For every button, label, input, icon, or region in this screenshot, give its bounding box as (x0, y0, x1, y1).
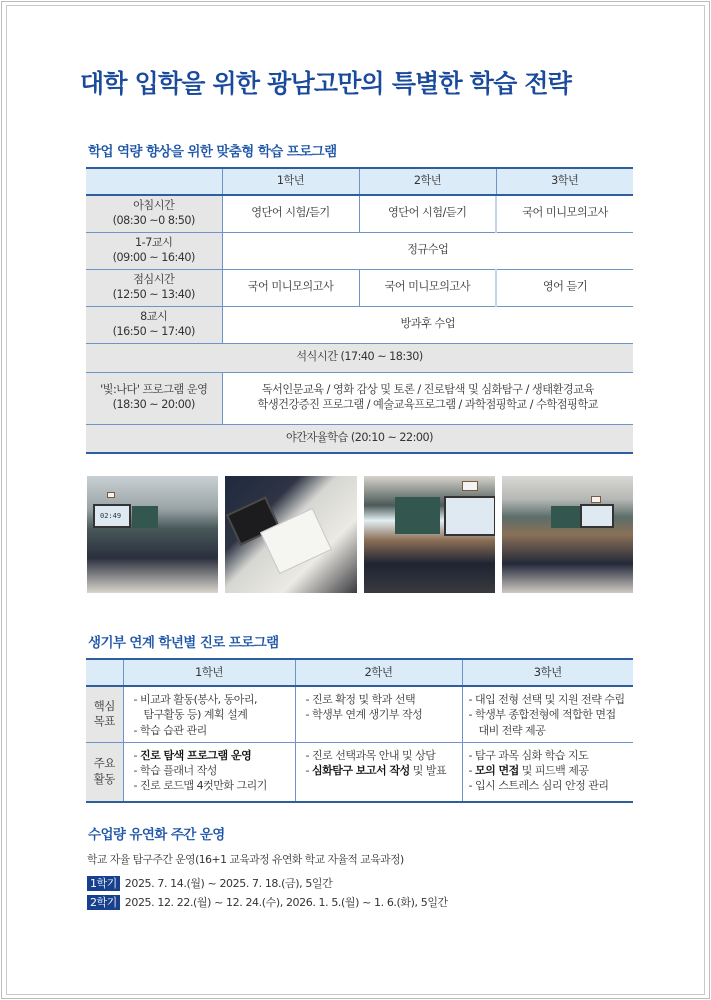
row-label (86, 232, 222, 269)
header-grade-1: 1학년 (123, 659, 295, 686)
cell-grade-1 (123, 686, 295, 742)
list-item: - 모의 면접 및 피드백 제공 (468, 763, 589, 777)
daily-schedule-table (86, 167, 633, 454)
list-item: - 심화탐구 보고서 작성 및 발표 (305, 763, 447, 777)
semester-row-2 (87, 894, 448, 910)
classroom-timer-photo (87, 476, 218, 593)
flexible-week-description: 학교 자율 탐구주간 운영(16+1 교육과정 유연화 학교 자율적 교육과정) (87, 853, 404, 866)
row-label-line-2: 활동 (93, 771, 115, 786)
row-label-title: 8교시 (140, 309, 168, 323)
list-item: - 비교과 활동(봉사, 동아리, (133, 693, 258, 706)
row-label-line-1: 핵심 (93, 698, 115, 713)
list-item: - 진로 선택과목 안내 및 상담 (305, 748, 436, 762)
flag (591, 496, 601, 503)
list-item-continuation: 탐구활동 등) 계획 설계 (143, 708, 248, 722)
table-row-night-study (86, 424, 633, 453)
table-header-row (86, 168, 633, 195)
career-program-table (86, 658, 633, 803)
row-label-time: (18:30 ~ 20:00) (112, 398, 195, 411)
semester-dates: 2025. 12. 22.(월) ~ 12. 24.(수), 2026. 1. 5.(월) ~ 1. 6.(화), 5일간 (124, 896, 448, 909)
list-item: - 학습 습관 관리 (133, 723, 207, 737)
list-item: - 학생부 종합전형에 적합한 면접 (468, 708, 616, 722)
header-grade-2: 2학년 (359, 168, 496, 195)
table-row-binada-program (86, 372, 633, 424)
header-empty (86, 659, 123, 686)
cell-grade-3: 국어 미니모의고사 (496, 195, 633, 232)
table-row-dinner (86, 343, 633, 372)
cell-grade-1: 국어 미니모의고사 (222, 269, 359, 306)
header-empty (86, 168, 222, 195)
row-label (86, 306, 222, 343)
table-row-main-activities (86, 742, 633, 802)
header-grade-1: 1학년 (222, 168, 359, 195)
flag (107, 492, 115, 498)
list-item: - 탐구 과목 심화 학습 지도 (468, 748, 589, 762)
section-title-flexible-week: 수업량 유연화 주간 운영 (88, 827, 225, 843)
semester-row-1 (87, 875, 332, 891)
cell-grade-3 (462, 686, 633, 742)
table-row-lunch (86, 269, 633, 306)
list-item: - 학습 플래너 작성 (133, 763, 217, 777)
cell-grade-2 (295, 742, 462, 802)
row-label-line-2: 목표 (93, 714, 115, 729)
header-grade-3: 3학년 (462, 659, 633, 686)
merged-cell: 방과후 수업 (222, 306, 633, 343)
cell-grade-3: 영어 듣기 (496, 269, 633, 306)
cell-grade-2: 영단어 시험/듣기 (359, 195, 496, 232)
full-width-cell: 야간자율학습 (20:10 ~ 22:00) (86, 424, 633, 453)
merged-cell (222, 372, 633, 424)
row-label-title: 점심시간 (133, 272, 175, 286)
list-item: - 진로 탐색 프로그램 운영 (133, 748, 252, 762)
row-label-time: (08:30 ~0 8:50) (112, 213, 195, 227)
chalkboard (132, 506, 158, 528)
row-label (86, 269, 222, 306)
row-label-time: (09:00 ~ 16:40) (112, 250, 195, 264)
semester-dates: 2025. 7. 14.(월) ~ 2025. 7. 18.(금), 5일간 (124, 877, 333, 890)
timer-text: 02:49 (100, 512, 122, 520)
cell-grade-2: 국어 미니모의고사 (359, 269, 496, 306)
cell-grade-1: 영단어 시험/듣기 (222, 195, 359, 232)
program-list-line-2: 학생건강증진 프로그램 / 예술교육프로그램 / 과학점핑학교 / 수학점핑학교 (257, 398, 598, 411)
program-list-line-1: 독서인문교육 / 영화 감상 및 토론 / 진로탐색 및 심화탐구 / 생태환경교육 (261, 383, 594, 397)
list-item: - 진로 로드맵 4컷만화 그리기 (133, 779, 267, 793)
highlighted-text: 진로 탐색 프로그램 운영 (139, 748, 252, 762)
merged-cell: 정규수업 (222, 232, 633, 269)
row-label-line-1: 주요 (93, 756, 115, 771)
table-row-core-goals (86, 686, 633, 742)
list-item: - 대입 전형 선택 및 지원 전략 수립 (468, 693, 625, 706)
header-grade-2: 2학년 (295, 659, 462, 686)
chalkboard (395, 497, 440, 534)
flag (462, 481, 478, 491)
photo-gallery (87, 476, 633, 593)
table-header-row (86, 659, 633, 686)
semester-badge: 1학기 (87, 876, 120, 891)
row-label-title: 아침시간 (133, 199, 175, 213)
list-item: - 입시 스트레스 심리 안정 관리 (468, 779, 609, 793)
table-row-morning (86, 195, 633, 232)
chalkboard (551, 506, 581, 528)
cell-grade-2 (295, 686, 462, 742)
classroom-rear-view-photo (502, 476, 633, 593)
smart-board (444, 496, 495, 536)
page-title: 대학 입학을 위한 광남고만의 특별한 학습 전략 (80, 69, 572, 98)
cell-grade-1 (123, 742, 295, 802)
row-label (86, 195, 222, 232)
header-grade-3: 3학년 (496, 168, 633, 195)
cell-grade-3 (462, 742, 633, 802)
section-title-career-program: 생기부 연계 학년별 진로 프로그램 (88, 635, 279, 651)
row-label-time: (12:50 ~ 13:40) (112, 287, 195, 301)
row-label (86, 372, 222, 424)
table-row-period-8 (86, 306, 633, 343)
row-label-title: '빛:나다' 프로그램 운영 (100, 383, 208, 397)
list-item: - 학생부 연계 생기부 작성 (305, 708, 423, 722)
row-label (86, 742, 123, 802)
student-writing-photo (225, 476, 356, 593)
row-label (86, 686, 123, 742)
highlighted-text: 심화탐구 보고서 작성 (311, 763, 410, 777)
section-title-academic-program: 학업 역량 향상을 위한 맞춤형 학습 프로그램 (88, 144, 337, 160)
tv-screen (580, 504, 614, 528)
semester-badge: 2학기 (87, 895, 120, 910)
row-label-title: 1-7교시 (135, 235, 173, 249)
full-width-cell: 석식시간 (17:40 ~ 18:30) (86, 343, 633, 372)
list-item-continuation: 대비 전략 제공 (478, 723, 546, 737)
highlighted-text: 모의 면접 (474, 763, 519, 777)
teacher-lecture-photo (364, 476, 495, 593)
table-row-periods (86, 232, 633, 269)
list-item: - 진로 확정 및 학과 선택 (305, 693, 416, 706)
row-label-time: (16:50 ~ 17:40) (112, 324, 195, 338)
